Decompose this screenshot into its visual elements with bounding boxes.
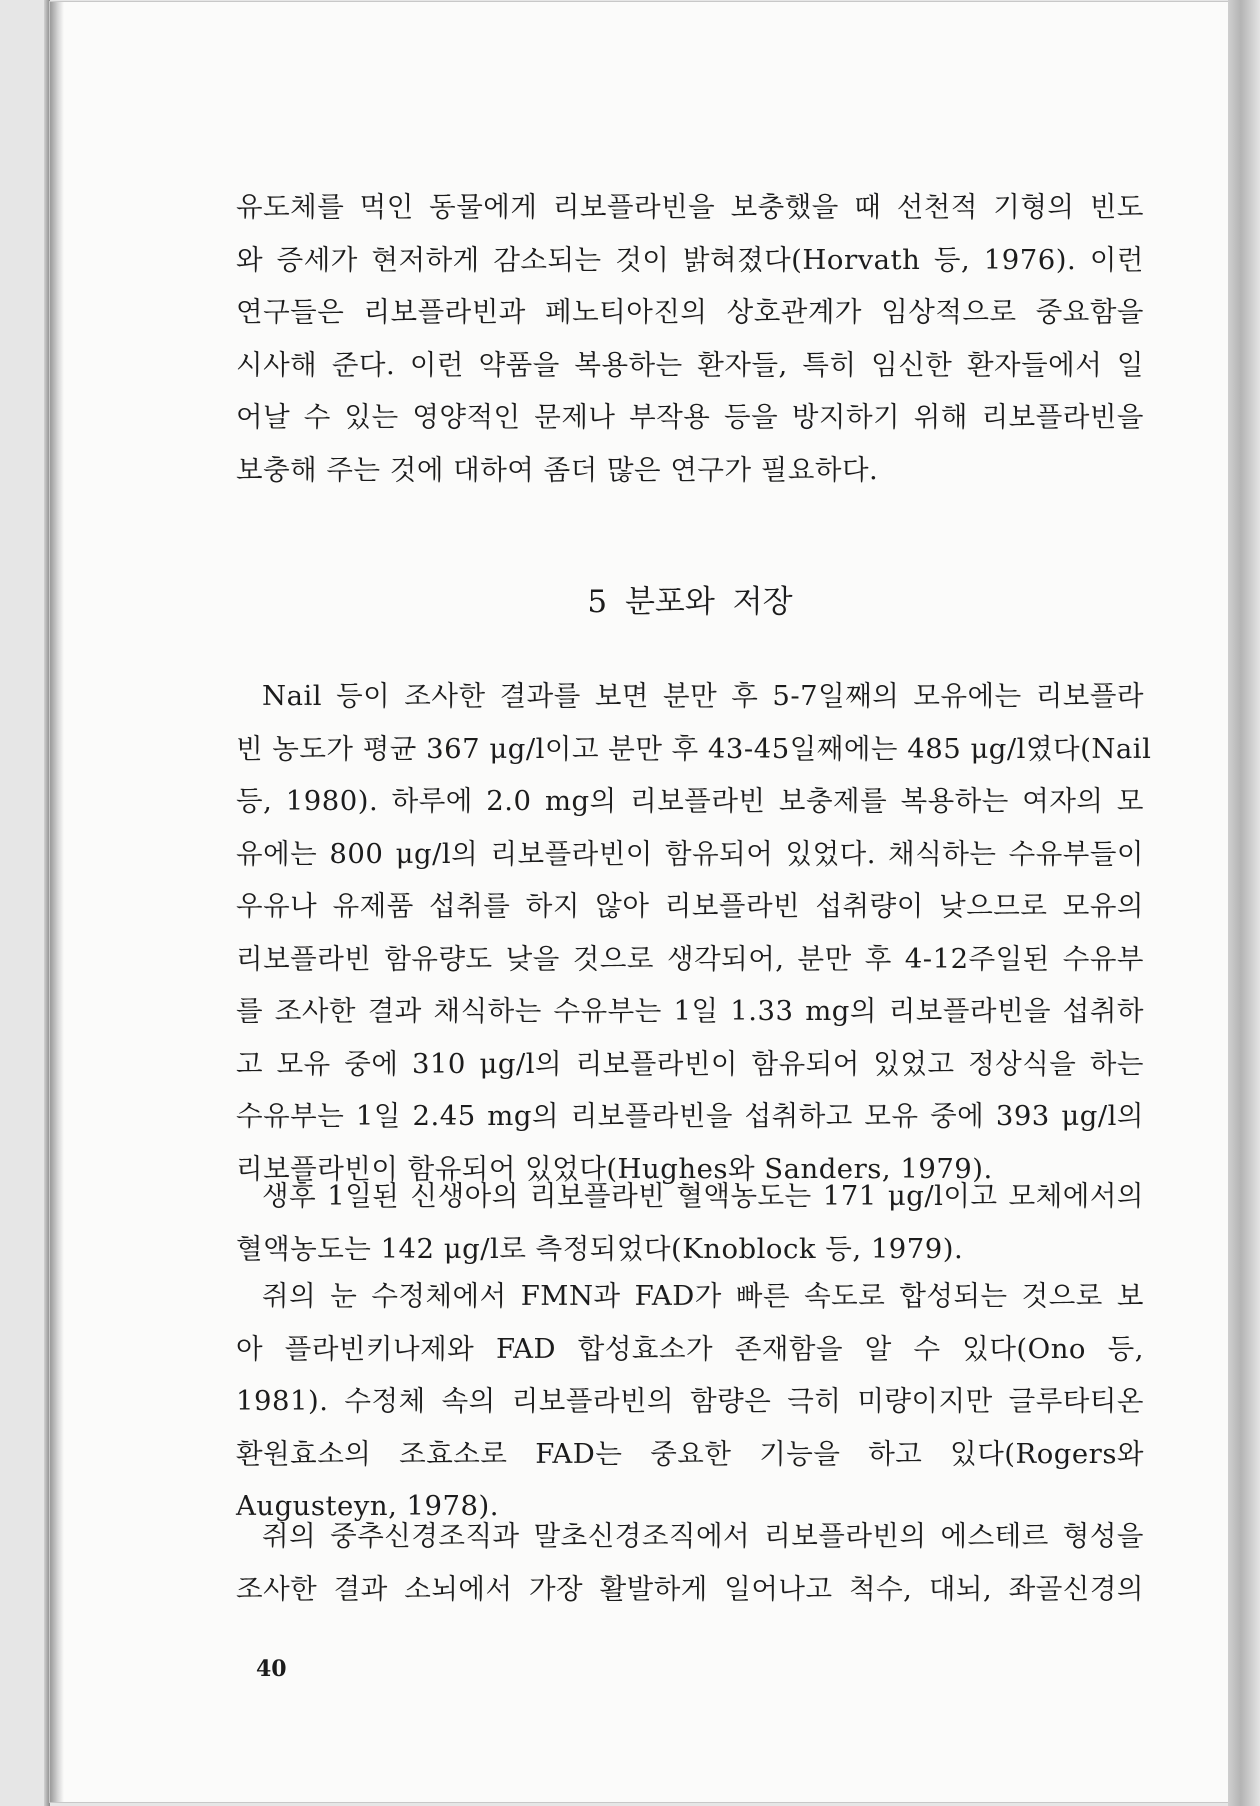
text-line: 를 조사한 결과 채식하는 수유부는 1일 1.33 mg의 리보플라빈을 섭취하 xyxy=(236,995,1144,1027)
page-gutter-shadow xyxy=(50,2,64,1802)
text-line: 리보플라빈 함유량도 낮을 것으로 생각되어, 분만 후 4-12주일된 수유부 xyxy=(236,942,1144,975)
text-line: 리보플라빈이 함유되어 있었다(Hughes와 Sanders, 1979). xyxy=(236,1152,993,1185)
paragraph-intro xyxy=(236,181,1144,496)
text-line: 조사한 결과 소뇌에서 가장 활발하게 일어나고 척수, 대뇌, 좌골신경의 xyxy=(236,1572,1144,1605)
page-number: 40 xyxy=(256,1656,287,1682)
text-line: 생후 1일된 신생아의 리보플라빈 혈액농도는 171 μg/l이고 모체에서의 xyxy=(262,1180,1144,1212)
paragraph-3 xyxy=(236,1270,1144,1533)
paragraph-1 xyxy=(236,670,1152,1195)
text-line: 1981). 수정체 속의 리보플라빈의 함량은 극히 미량이지만 글루타티온 xyxy=(236,1385,1144,1417)
text-line: 등, 1980). 하루에 2.0 mg의 리보플라빈 보충제를 복용하는 여자의 모 xyxy=(236,785,1144,817)
text-line: 우유나 유제품 섭취를 하지 않아 리보플라빈 섭취량이 낮으므로 모유의 xyxy=(236,890,1144,922)
text-line: 시사해 준다. 이런 약품을 복용하는 환자들, 특히 임신한 환자들에서 일 xyxy=(236,348,1144,381)
section-heading: 5 분포와 저장 xyxy=(587,584,793,620)
text-line: 보충해 주는 것에 대하여 좀더 많은 연구가 필요하다. xyxy=(236,453,879,486)
text-line: 쥐의 눈 수정체에서 FMN과 FAD가 빠른 속도로 합성되는 것으로 보 xyxy=(262,1280,1144,1312)
text-line: 빈 농도가 평균 367 μg/l이고 분만 후 43-45일째에는 485 μg/l였다(Nail xyxy=(236,732,1152,765)
text-line: 쥐의 중추신경조직과 말초신경조직에서 리보플라빈의 에스테르 형성을 xyxy=(262,1520,1144,1552)
text-line: 연구들은 리보플라빈과 페노티아진의 상호관계가 임상적으로 중요함을 xyxy=(236,296,1144,328)
paragraph-4 xyxy=(236,1510,1144,1615)
text-line: 유도체를 먹인 동물에게 리보플라빈을 보충했을 때 선천적 기형의 빈도 xyxy=(236,191,1144,223)
text-line: Nail 등이 조사한 결과를 보면 분만 후 5-7일째의 모유에는 리보플라 xyxy=(262,680,1144,712)
text-line: 유에는 800 μg/l의 리보플라빈이 함유되어 있었다. 채식하는 수유부들이 xyxy=(236,837,1144,870)
book-right-edge xyxy=(1228,0,1260,1806)
paragraph-2 xyxy=(236,1170,1144,1275)
text-line: 고 모유 중에 310 μg/l의 리보플라빈이 함유되어 있었고 정상식을 하는 xyxy=(236,1047,1144,1080)
text-line: 와 증세가 현저하게 감소되는 것이 밝혀졌다(Horvath 등, 1976). 이런 xyxy=(236,243,1144,276)
text-line: Augusteyn, 1978). xyxy=(236,1490,500,1522)
text-line: 어날 수 있는 영양적인 문제나 부작용 등을 방지하기 위해 리보플라빈을 xyxy=(236,401,1144,433)
text-line: 수유부는 1일 2.45 mg의 리보플라빈을 섭취하고 모유 중에 393 μg/l의 xyxy=(236,1100,1144,1132)
text-line: 혈액농도는 142 μg/l로 측정되었다(Knoblock 등, 1979). xyxy=(236,1232,964,1265)
text-line: 환원효소의 조효소로 FAD는 중요한 기능을 하고 있다(Rogers와 xyxy=(236,1437,1144,1470)
text-line: 아 플라빈키나제와 FAD 합성효소가 존재함을 알 수 있다(Ono 등, xyxy=(236,1332,1144,1365)
